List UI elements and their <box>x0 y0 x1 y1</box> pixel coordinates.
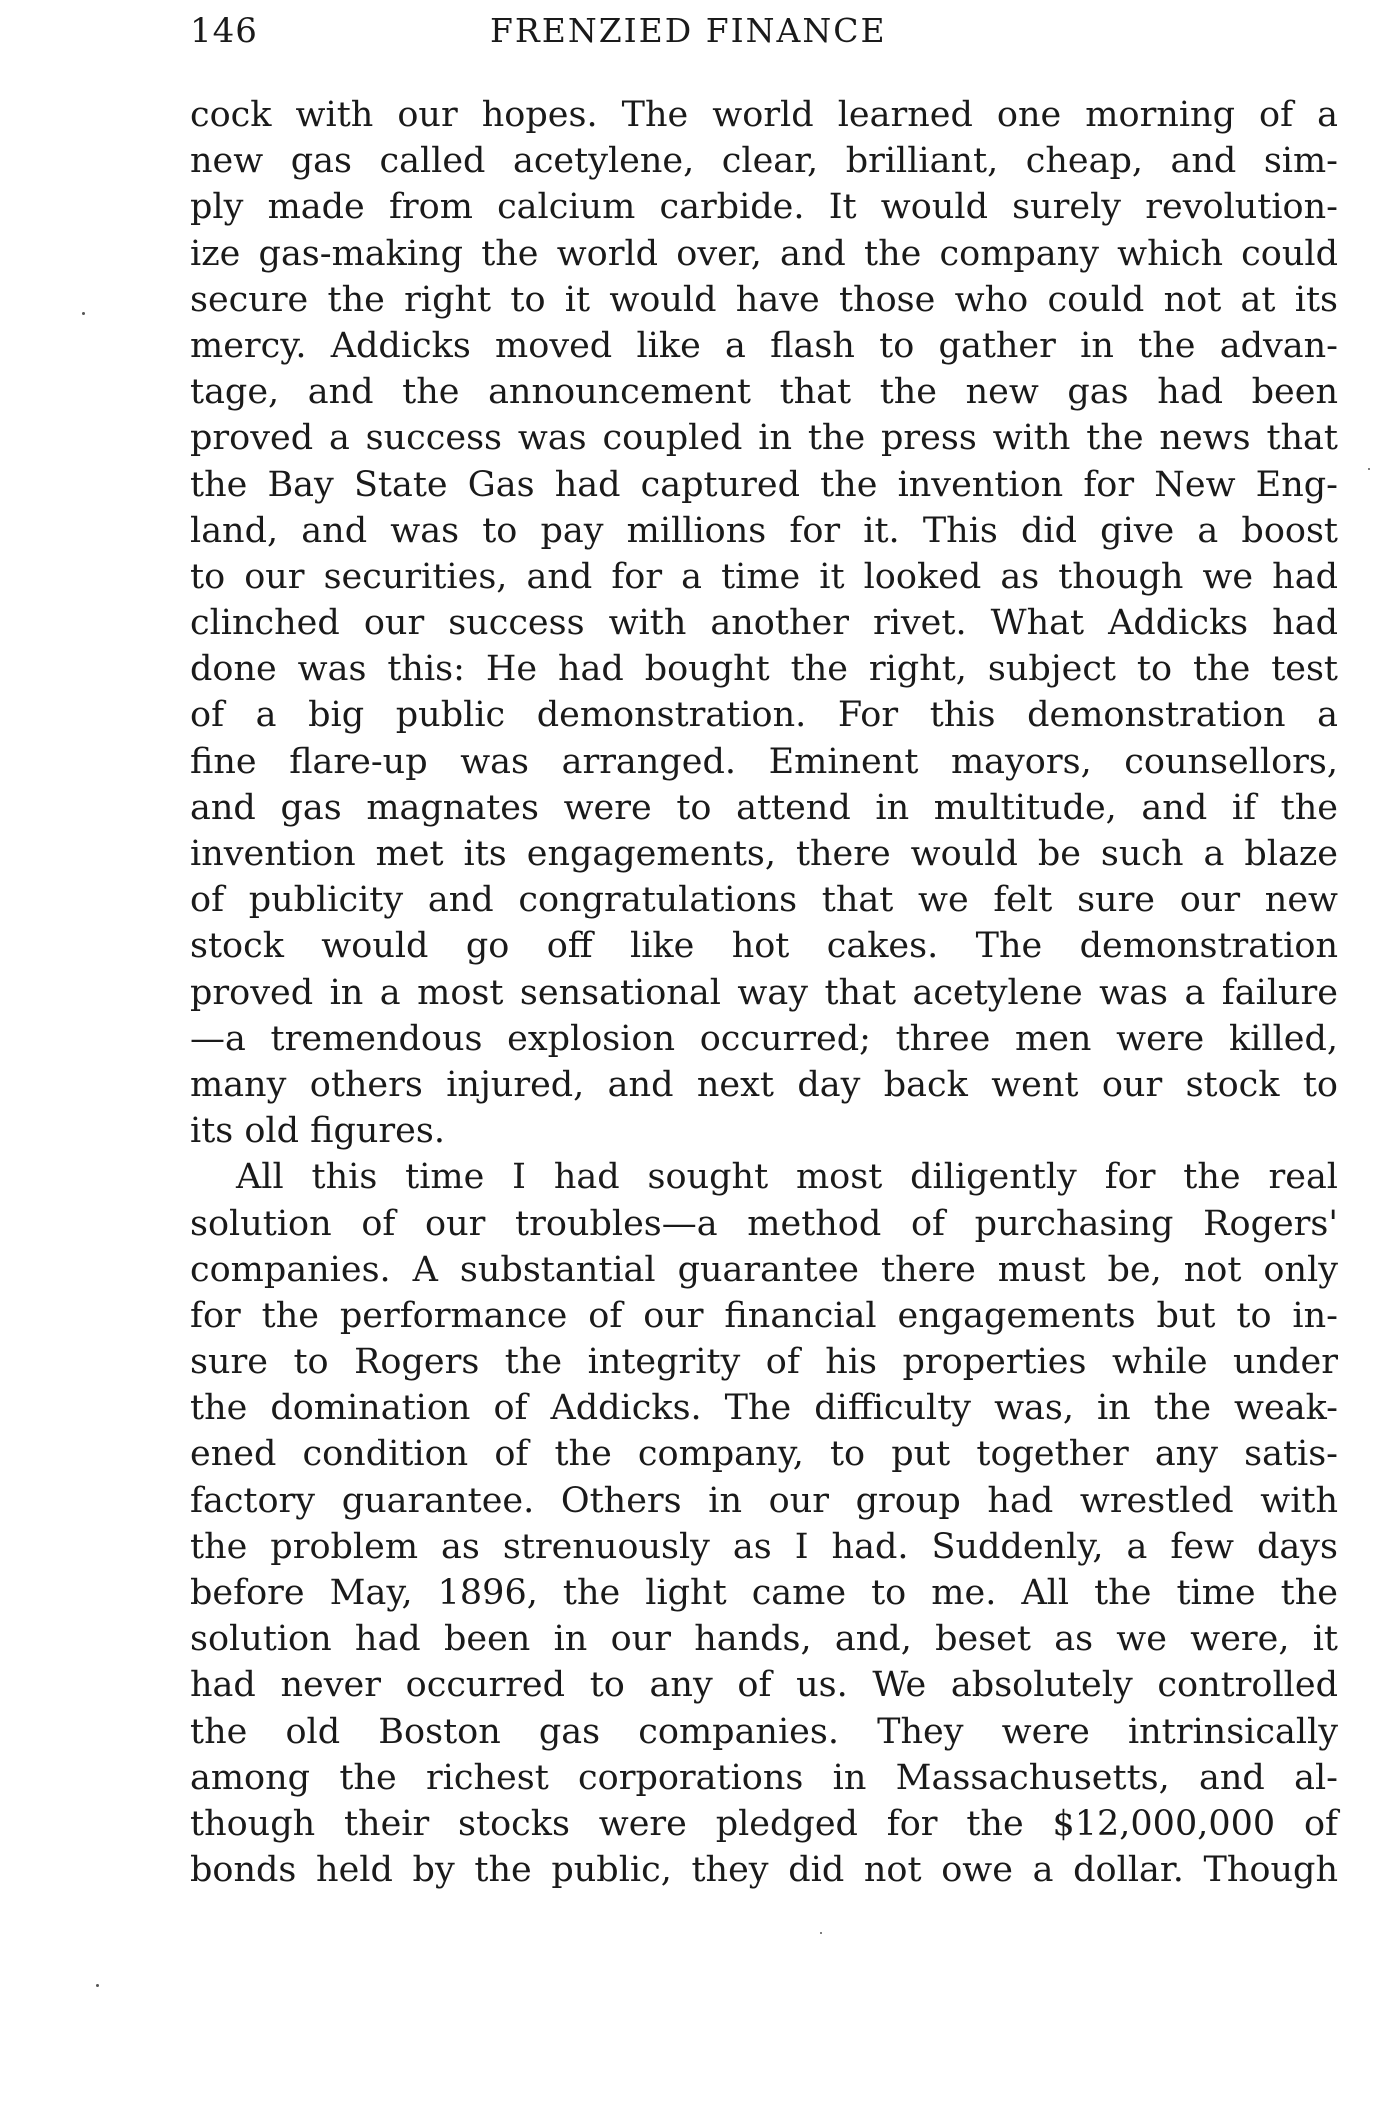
paragraph-end-line: its old figures. <box>190 1111 445 1152</box>
text-line: secure the right to it would have those who could not at its <box>190 279 1338 320</box>
text-line: bonds held by the public, they did not owe a dollar. Though <box>190 1850 1338 1891</box>
scan-speck <box>96 1984 99 1987</box>
text-line: invention met its engagements, there would be such a blaze <box>190 834 1338 874</box>
text-line: many others injured, and next day back went our stock to <box>190 1064 1338 1105</box>
scan-speck <box>1368 468 1370 470</box>
text-line: fine flare-up was arranged. Eminent mayors, counsellors, <box>190 741 1338 782</box>
text-line: clinched our success with another rivet. What Addicks had <box>190 603 1338 644</box>
text-line: before May, 1896, the light came to me. All the time the <box>190 1573 1338 1613</box>
text-line: proved in a most sensational way that acetylene was a failure <box>190 972 1338 1013</box>
scan-speck <box>820 1932 822 1934</box>
text-line: cock with our hopes. The world learned one morning of a <box>190 95 1338 135</box>
text-line: new gas called acetylene, clear, brilliant, cheap, and sim- <box>190 141 1338 182</box>
text-line: the Bay State Gas had captured the invention for New Eng- <box>190 464 1338 505</box>
text-line: of publicity and congratulations that we felt sure our new <box>190 880 1338 921</box>
text-line: stock would go off like hot cakes. The demonstration <box>190 926 1338 967</box>
text-line: among the richest corporations in Massachusetts, and al- <box>190 1757 1338 1798</box>
text-line: companies. A substantial guarantee there must be, not only <box>190 1249 1338 1290</box>
text-line: and gas magnates were to attend in multitude, and if the <box>190 787 1338 828</box>
text-line: had never occurred to any of us. We absolutely controlled <box>190 1665 1338 1706</box>
running-title: FRENZIED FINANCE <box>490 11 887 50</box>
page-number: 146 <box>190 11 258 51</box>
text-line: ize gas-making the world over, and the company which could <box>190 233 1338 274</box>
text-line: mercy. Addicks moved like a flash to gather in the advan- <box>190 325 1338 366</box>
text-line: the problem as strenuously as I had. Suddenly, a few days <box>190 1526 1338 1567</box>
scan-speck <box>82 312 85 315</box>
text-line: though their stocks were pledged for the $12,000,000 of <box>190 1803 1338 1844</box>
text-line: ened condition of the company, to put together any satis- <box>190 1434 1338 1475</box>
paragraph-start-line: All this time I had sought most diligently for the real <box>236 1157 1338 1198</box>
text-line: to our securities, and for a time it looked as though we had <box>190 556 1338 597</box>
body-text <box>190 92 1338 1893</box>
text-line: the old Boston gas companies. They were intrinsically <box>190 1711 1338 1752</box>
text-line: solution had been in our hands, and, beset as we were, it <box>190 1619 1338 1660</box>
text-line: done was this: He had bought the right, subject to the test <box>190 649 1338 690</box>
text-line: for the performance of our financial engagements but to in- <box>190 1295 1338 1336</box>
text-line: tage, and the announcement that the new gas had been <box>190 372 1338 413</box>
text-line: proved a success was coupled in the press with the news that <box>190 418 1338 459</box>
text-line: of a big public demonstration. For this demonstration a <box>190 695 1338 736</box>
text-line: ply made from calcium carbide. It would surely revolution- <box>190 187 1338 228</box>
text-line: factory guarantee. Others in our group had wrestled with <box>190 1480 1338 1521</box>
text-line: land, and was to pay millions for it. This did give a boost <box>190 510 1338 551</box>
text-line: sure to Rogers the integrity of his properties while under <box>190 1342 1338 1383</box>
text-line: —a tremendous explosion occurred; three men were killed, <box>190 1018 1338 1059</box>
text-line: solution of our troubles—a method of purchasing Rogers' <box>190 1203 1338 1244</box>
running-head <box>190 6 1010 66</box>
text-line: the domination of Addicks. The difficulty was, in the weak- <box>190 1388 1338 1429</box>
